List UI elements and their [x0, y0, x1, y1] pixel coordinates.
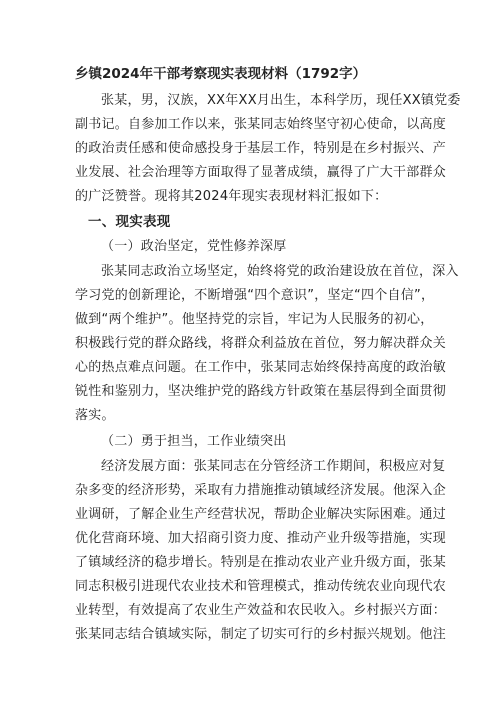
paragraph-line: 落实。 [75, 408, 115, 423]
subsection-heading: （一）政治坚定，党性修养深厚 [101, 239, 287, 254]
paragraph-line: 的政治责任感和使命感投身于基层工作，特别是在乡村振兴、产 [75, 141, 447, 156]
paragraph-line: 心的热点难点问题。在工作中，张某同志始终保持高度的政治敏 [75, 360, 447, 375]
document-title: 乡镇2024年干部考察现实表现材料（1792字） [75, 66, 367, 82]
paragraph-line: 锐性和鉴别力，坚决维护党的路线方针政策在基层得到全面贯彻 [75, 384, 447, 399]
paragraph-line: 业转型，有效提高了农业生产效益和农民收入。乡村振兴方面： [75, 603, 447, 618]
paragraph-line: 张某同志政治立场坚定，始终将党的政治建设放在首位，深入 [101, 264, 459, 279]
paragraph-line: 了镇域经济的稳步增长。特别是在推动农业产业升级方面，张某 [75, 555, 447, 570]
paragraph-line: 张某，男，汉族，XX年XX月出生，本科学历，现任XX镇党委 [101, 93, 461, 108]
paragraph-line: 杂多变的经济形势，采取有力措施推动镇域经济发展。他深入企 [75, 483, 447, 498]
subsection-heading: （二）勇于担当，工作业绩突出 [101, 434, 287, 449]
paragraph-line: 做到“两个维护”。他坚持党的宗旨，牢记为人民服务的初心， [75, 312, 434, 327]
paragraph-line: 优化营商环境、加大招商引资力度、推动产业升级等措施，实现 [75, 531, 447, 546]
paragraph-line: 同志积极引进现代农业技术和管理模式，推动传统农业向现代农 [75, 579, 447, 594]
paragraph-line: 业发展、社会治理等方面取得了显著成绩，赢得了广大干部群众 [75, 165, 447, 180]
section-heading: 一、现实表现 [88, 214, 171, 230]
paragraph-line: 的广泛赞誉。现将其2024年现实表现材料汇报如下： [75, 189, 388, 204]
paragraph-line: 张某同志结合镇域实际，制定了切实可行的乡村振兴规划。他注 [75, 627, 447, 642]
paragraph-line: 经济发展方面：张某同志在分管经济工作期间，积极应对复 [101, 459, 446, 474]
paragraph-line: 积极践行党的群众路线，将群众利益放在首位，努力解决群众关 [75, 336, 447, 351]
paragraph-line: 学习党的创新理论，不断增强“四个意识”，坚定“四个自信”， [75, 288, 435, 303]
paragraph-line: 业调研，了解企业生产经营状况，帮助企业解决实际困难。通过 [75, 507, 447, 522]
paragraph-line: 副书记。自参加工作以来，张某同志始终坚守初心使命，以高度 [75, 117, 447, 132]
